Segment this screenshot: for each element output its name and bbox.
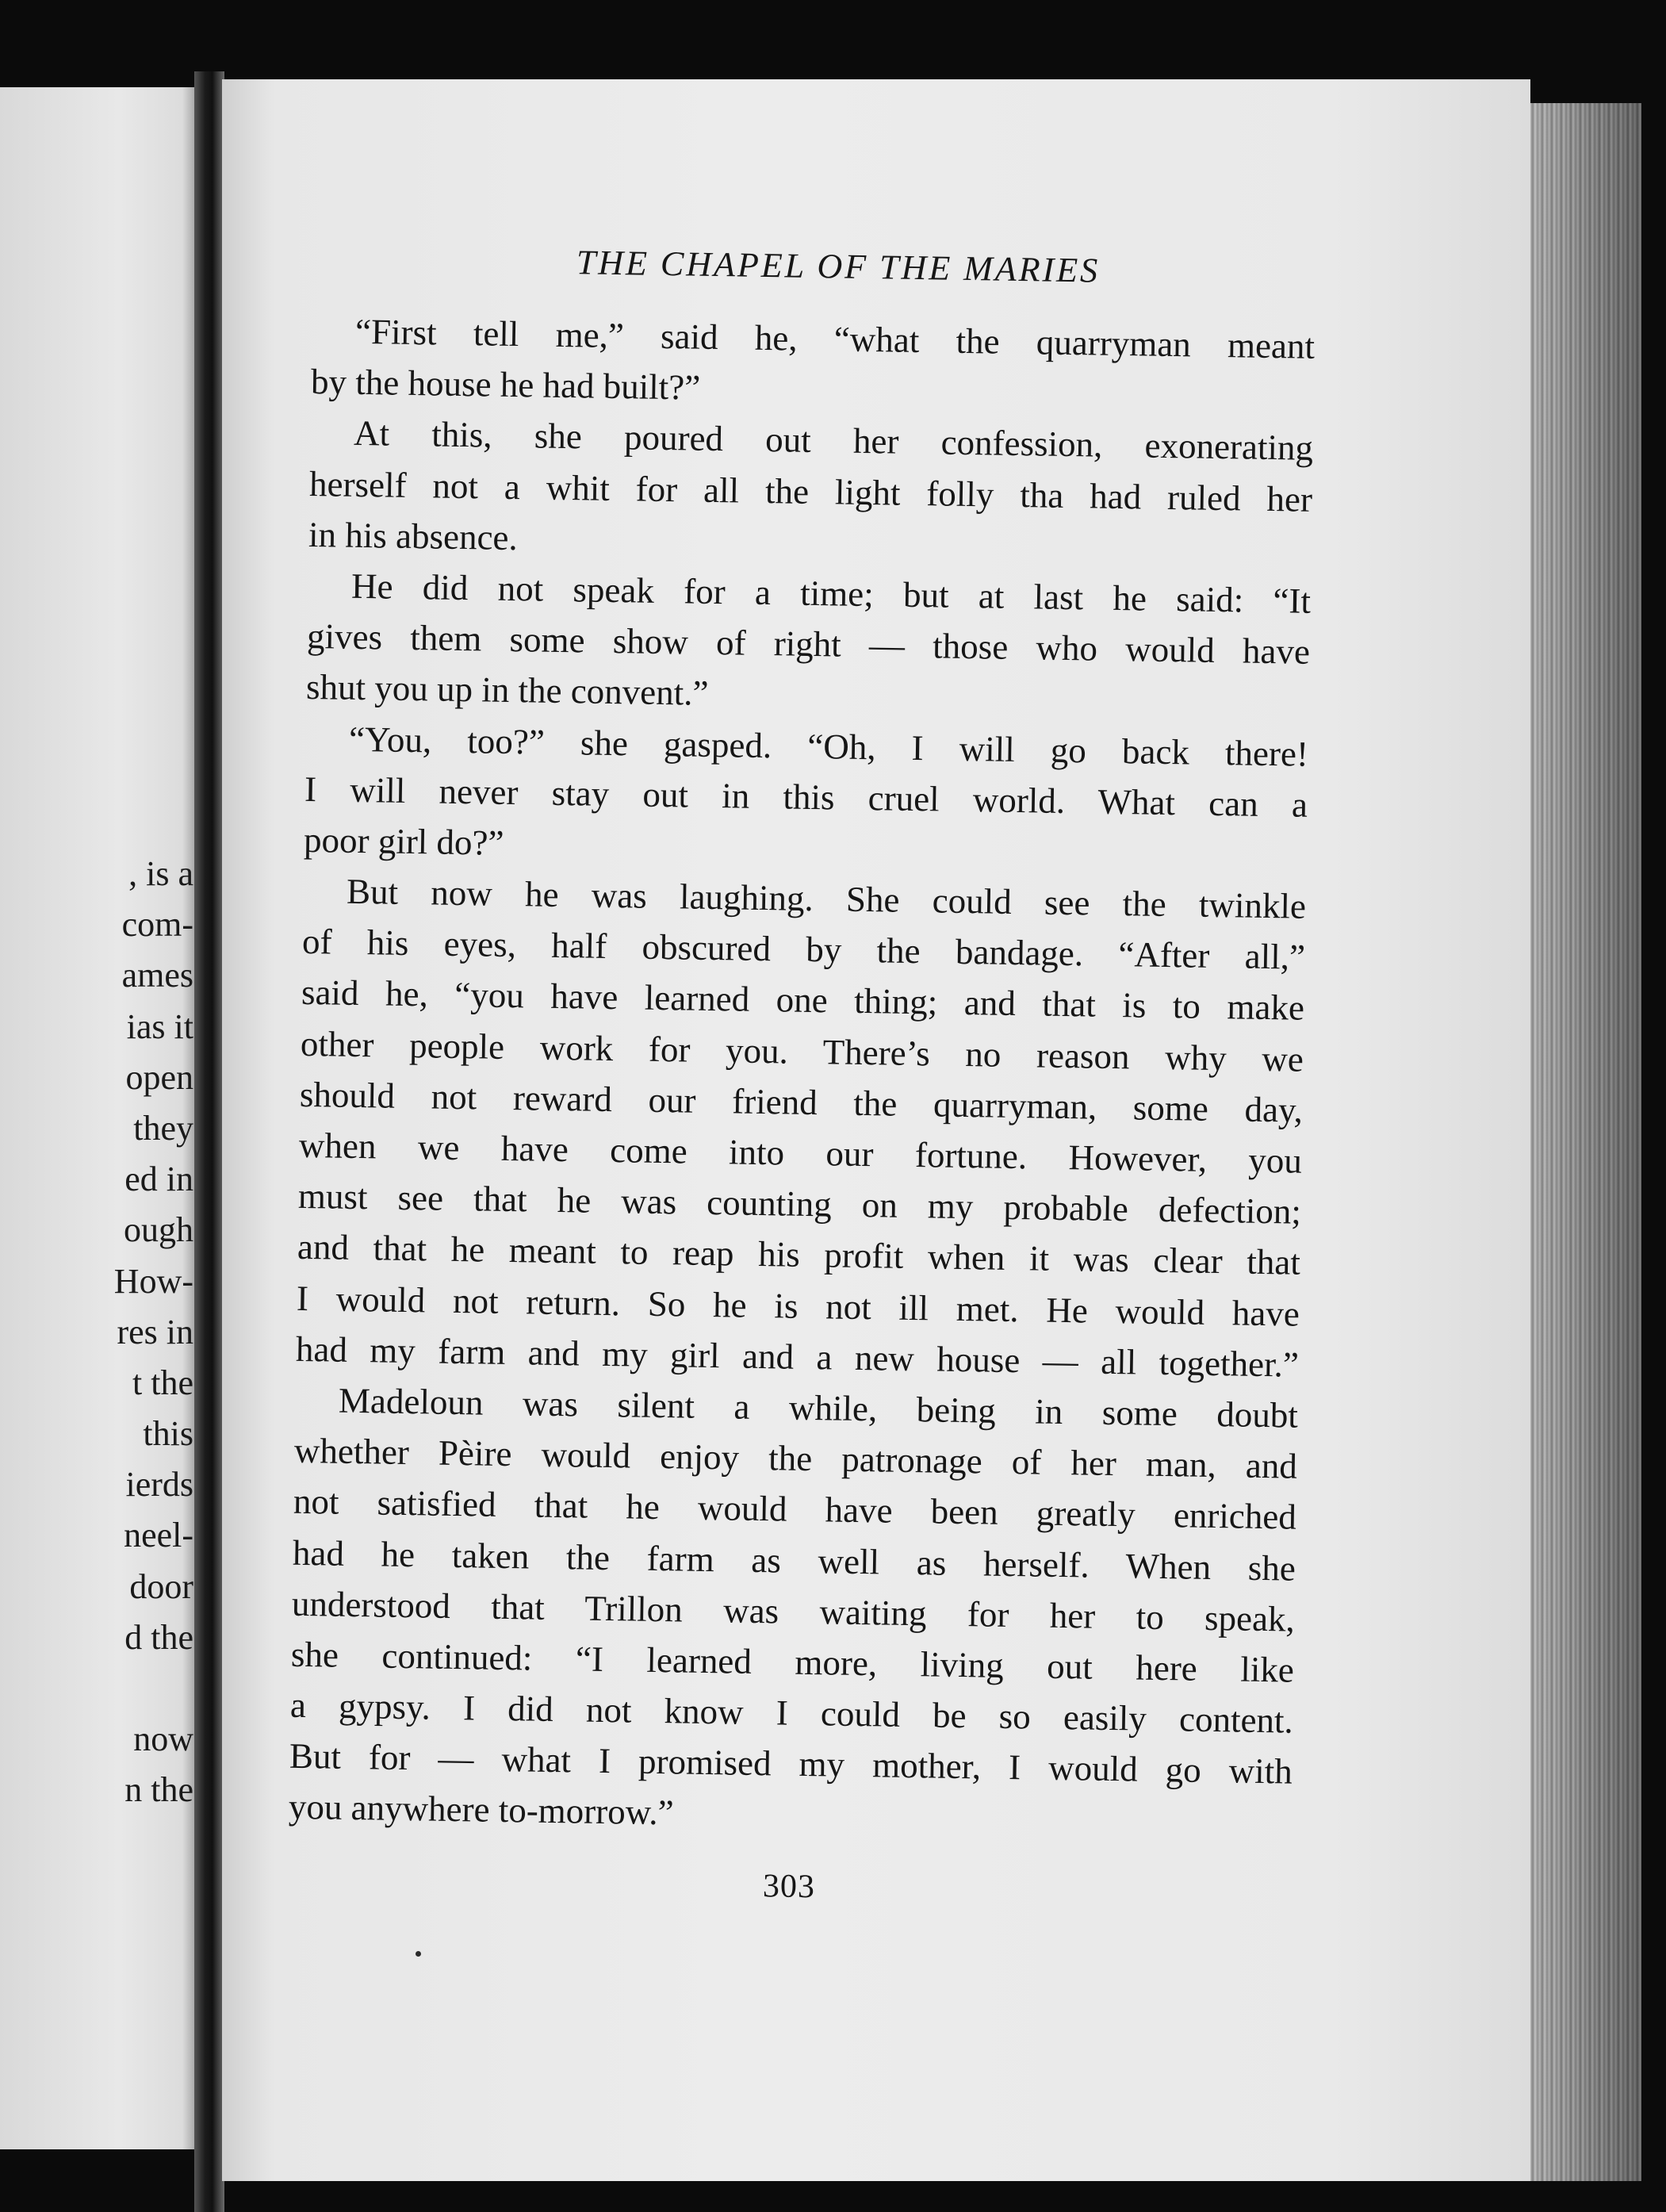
left-line: How- bbox=[113, 1261, 193, 1301]
left-line: ed in bbox=[124, 1160, 193, 1199]
left-line: ames bbox=[121, 956, 193, 995]
left-line: this bbox=[143, 1414, 193, 1454]
left-line: ierds bbox=[125, 1465, 193, 1505]
left-line: neel- bbox=[124, 1516, 193, 1555]
left-page-fragment bbox=[0, 87, 198, 2149]
ink-speck bbox=[416, 1951, 421, 1957]
text-line: in his absence. bbox=[308, 514, 519, 558]
text-line: I will never stay out in this cruel world. What can a bbox=[304, 769, 1308, 825]
left-line: open bbox=[125, 1057, 193, 1097]
left-line bbox=[114, 1663, 193, 1714]
left-page-text bbox=[114, 849, 193, 1816]
body-text bbox=[288, 305, 1315, 1848]
page-edges-shadow bbox=[1530, 103, 1641, 2181]
text-line: whether Pèire would enjoy the patronage of her man, and bbox=[293, 1430, 1298, 1486]
text-line: you anywhere to-morrow.” bbox=[288, 1787, 674, 1833]
text-line: must see that he was counting on my probable defection; bbox=[297, 1176, 1302, 1232]
running-head: THE CHAPEL OF THE MARIES bbox=[576, 243, 1101, 290]
text-line: had my farm and my girl and a new house — all together.” bbox=[295, 1328, 1300, 1385]
book-gutter bbox=[194, 71, 224, 2212]
left-line: t the bbox=[132, 1363, 193, 1402]
left-line: , is a bbox=[128, 854, 193, 893]
text-line: had he taken the farm as well as herself. When she bbox=[292, 1532, 1296, 1589]
left-line: n the bbox=[124, 1770, 193, 1810]
left-line: res in bbox=[117, 1312, 193, 1351]
text-line: she continued: “I learned more, living out here like bbox=[290, 1634, 1295, 1690]
text-line: “You, too?” she gasped. “Oh, I will go back there! bbox=[348, 719, 1309, 774]
text-line: Madeloun was silent a while, being in some doubt bbox=[338, 1380, 1299, 1436]
text-line: should not reward our friend the quarryman, some day, bbox=[299, 1074, 1304, 1130]
text-line: I would not return. So he is not ill met. He would have bbox=[296, 1278, 1300, 1334]
text-line: by the house he had built?” bbox=[310, 362, 701, 408]
left-line: door bbox=[129, 1566, 193, 1606]
left-line: they bbox=[133, 1108, 193, 1148]
left-line: ough bbox=[124, 1210, 193, 1250]
page-text-block bbox=[287, 238, 1316, 1913]
text-line: At this, she poured out her confession, exonerating bbox=[353, 413, 1314, 469]
text-line: herself not a whit for all the light folly tha had ruled her bbox=[308, 463, 1313, 519]
text-line: a gypsy. I did not know I could be so easily content. bbox=[289, 1685, 1294, 1741]
text-line: He did not speak for a time; but at last he said: “It bbox=[350, 565, 1312, 621]
text-line: understood that Trillon was waiting for her to speak, bbox=[291, 1583, 1296, 1639]
text-line: shut you up in the convent.” bbox=[305, 667, 709, 714]
text-line: But now he was laughing. She could see the twinkle bbox=[346, 871, 1307, 926]
page-number: 303 bbox=[762, 1867, 816, 1905]
text-line: when we have come into our fortune. However, you bbox=[298, 1125, 1303, 1181]
text-line: and that he meant to reap his profit when it was clear that bbox=[297, 1227, 1301, 1283]
text-line: said he, “you have learned one thing; and that is to make bbox=[301, 972, 1305, 1029]
text-line: not satisfied that he would have been greatly enriched bbox=[293, 1482, 1297, 1537]
left-line: ias it bbox=[126, 1006, 193, 1046]
text-line: other people work for you. There’s no reason why we bbox=[300, 1023, 1304, 1079]
text-line: But for — what I promised my mother, I would go with bbox=[289, 1736, 1293, 1792]
text-line: poor girl do?” bbox=[303, 819, 504, 863]
text-line: of his eyes, half obscured by the bandage. “After all,” bbox=[301, 922, 1306, 978]
text-line: “First tell me,” said he, “what the quarryman meant bbox=[354, 311, 1316, 366]
left-line: d the bbox=[124, 1617, 193, 1657]
text-line: gives them some show of right — those who would have bbox=[306, 616, 1311, 672]
left-line: com- bbox=[121, 905, 193, 945]
left-line: now bbox=[133, 1719, 193, 1759]
